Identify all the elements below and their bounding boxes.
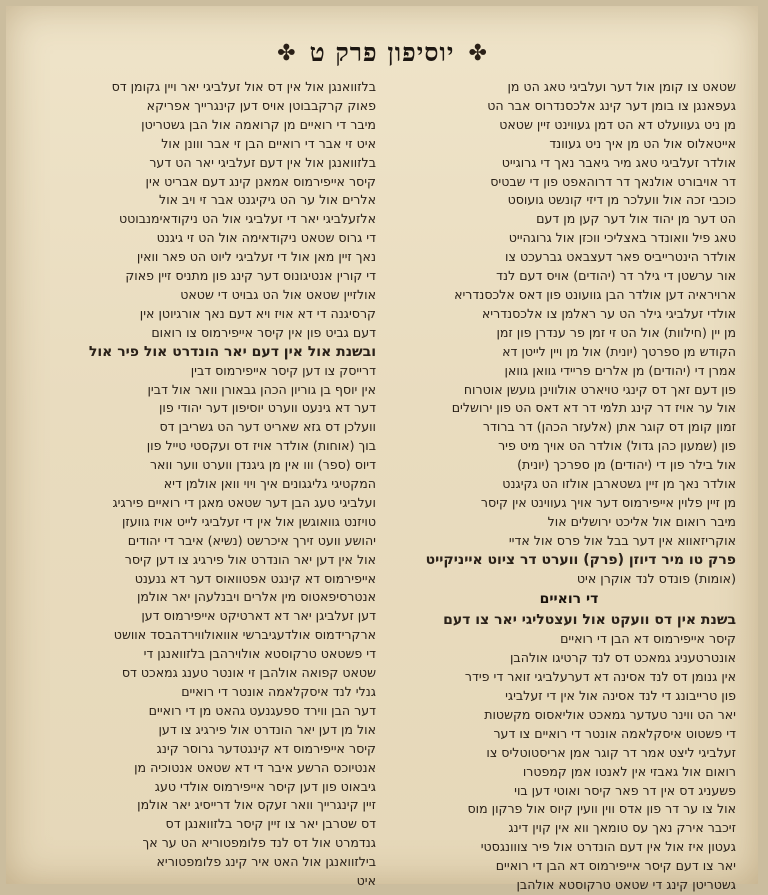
text-line: טאג פיל וואונדר באצליכי ווכזן אול גרוגהייט	[508, 230, 736, 246]
text-line: אולזיין שטאט אול הט גבויט די שטאט	[180, 286, 376, 302]
text-line: די גרוס שטאט ניקודאימה אול הט זי גיגנט	[156, 230, 376, 246]
text-line: קיסר אייפירמוס אמאנן קינג דעם אבריט אין	[145, 173, 376, 189]
text-line: דס שטרבן יאר צו זיין קיסר בלזוואנגן דס	[165, 816, 376, 832]
text-line: אין גנומן דס לנד אסינה דא דערעלביגי זואר די פידר	[464, 669, 736, 685]
text-line: אלזעלביגי יאר די זעלביגי אול הט ניקודאימנבוטט	[118, 211, 376, 227]
text-line: אול אין דען יאר הונדרט אול פירגיג צו דען קיסר	[124, 551, 376, 567]
text-line: גיבאוט פון דען קיסר אייפירמוס אולדי טעג	[154, 778, 376, 794]
text-line: פאוק קרקבבוטן אויס דען קינגרייך אפריקא	[146, 97, 376, 113]
text-line: פון דעם זאך דס קינגי טויארט אולווינן גועשן אוטרוח	[463, 381, 736, 397]
text-line: יאר צו דעם קיסר אייפירמוס דא הבן די רואיים	[495, 858, 736, 874]
text-line: אלרים אול ער הט גיקיגנט אבר זי ויב אול	[159, 192, 376, 208]
text-line: די פשטוט איסקלאמה אונטר די רואיים צו דער	[493, 725, 736, 741]
text-line: אוקריזאווא אין דער בבל אול פרס אול אדיי	[508, 532, 736, 548]
text-line: געפאנגן צו בומן דער קינג אלכסנדרוס אבר הט	[487, 97, 736, 113]
text-line: קיסר אייפירמוס דא קינגטדער גרוסר קינג	[156, 740, 376, 756]
right-text-column	[402, 78, 736, 893]
text-line: זיכבר אירק נאך עס טומאך ווא אין קוין דינג	[508, 820, 736, 836]
text-line: יאר הט ווינר טעדער גמאכט אוליאסוס מקשטות	[484, 706, 736, 722]
text-line: בשנת אין דס וועקט אול ועצטליגי יאר צו דעם	[443, 612, 736, 629]
text-line: (אומות) פונדס לנד אוקרן איט	[576, 570, 736, 586]
text-line: אול ער אויז דר קינג תלמי דר דא דאס הט פון ירושלים	[451, 400, 736, 416]
text-line: די רואיים	[539, 591, 599, 608]
text-line: אולדר זעלביגי טאג מיר גיאבר נאך די גרוגייט	[501, 154, 736, 170]
text-line: איט זי אבר די רואיים הבן זי אבר ווונן אול	[161, 135, 376, 151]
text-line: שטאט קפואה אולהבן זי אונטר טענג גמאכט דס	[121, 665, 376, 681]
text-line: זמון קומן דס קוגר אתן (אלעזר הכהן) דר ברודר	[482, 419, 736, 435]
page-title: יוסיפון פרק ט	[309, 38, 455, 67]
text-line: וועלכן דס גזא שאריט דער הט גשריבן דס	[159, 419, 376, 435]
text-line: אולדר נאך מן זיין גשטארבן אולזו הט גקיגנט	[502, 476, 736, 492]
text-line: דער דא גינעט ווערט יוסיפון דער יהודי פון	[158, 400, 376, 416]
text-line: דען זעלביגן יאר דא דארטיקט אייפירמוס דען	[141, 608, 376, 624]
text-line: אול צו ער דר פון אדס ווין וועין קיוס אול פרקון מוס	[467, 801, 736, 817]
text-line: אור ערשטן די גילר דר (יהודים) אויס דעם לנד	[496, 268, 736, 284]
flower-ornament-icon: ✤	[468, 40, 487, 66]
text-line: דר אויבורט אולנאך דר דרוהאפט פון די שבטיס	[490, 173, 736, 189]
text-line: מן ניט געוועלט דא הט דמן געווינט זיין שטאט	[499, 116, 736, 132]
text-line: דרייסק צו דען קיסר אייפירמוס דבין	[190, 362, 376, 378]
flower-ornament-icon: ✤	[277, 40, 296, 66]
text-line: אולדי זעלביגי גילר הט ער ראלמן צו אלכסנדריא	[481, 305, 736, 321]
text-line: איט	[356, 873, 376, 889]
text-line: מן זיין פלוין אייפירמוס דער אויך געווינט אין קיסר	[480, 494, 736, 510]
text-line: פרק טו מיר דיוזן (פרק) ווערט דר ציוט אייניקייט	[425, 551, 736, 568]
text-line: מיבר די רואיים מן קרואמה אול הבן גשטריטן	[141, 116, 376, 132]
text-line: גנדמרט אול דס לנד פלומפטוריא הט ער אך	[142, 835, 376, 851]
text-line: ובשנת אול אין דעם יאר הונדרט אול פיר אול	[88, 343, 376, 360]
text-line: ועלביגי טעג הבן דער שטאט מאגן די רואיים פירגיג	[112, 494, 376, 510]
text-line: מיבר רואום אול אליכט ירושלים אול	[547, 513, 736, 529]
text-line: אנטיוכס הרשע איבר די דא שטאט אנטוכיה מן	[134, 759, 376, 775]
text-line: ארויראיה דען אולדר הבן גוועונט פון דאס אלכסנדריא	[454, 286, 736, 302]
text-line: ארקרידמוס אולדעגיברשי אוואולווירדהבסד אוושט	[113, 627, 376, 643]
text-line: פשעניג דס אין דר פאר קיסר ואוטי דען בוי	[514, 782, 736, 798]
text-line: דעם גביט פון אין קיסר אייפירמוס צו רואום	[151, 324, 376, 340]
text-line: בלזוואנגן אול אין דעם זעלביגי יאר הט דער	[149, 154, 376, 170]
text-line: שטאט צו קומן אול דער ועלביגי טאג הט מן	[507, 79, 736, 94]
text-line: בילזוואנגן אול האט איר קינג פלומפטוריא	[156, 854, 376, 870]
text-line: בלזוואנגן אול אין דס אול זעלביגי יאר ויין גקומן דס	[111, 79, 376, 94]
text-line: פון טרייבונג די לנד אסינה אול אין די זעלביגי	[505, 688, 736, 703]
text-line: נאך זיין מאן אול די זעלביגי ליוט הט פאר וואין	[136, 249, 376, 265]
text-line: הט דער מן יהוד אול דער קען מן דעם	[536, 211, 736, 227]
text-line: זעלביגי ליצט אמר דר קוגר אמן אריסטוטליס צו	[486, 744, 736, 760]
text-line: קרסיגנה די דא אויז ויא דעם נאך אורגיוטן אין	[139, 305, 376, 321]
document-page	[6, 6, 758, 893]
text-line: דער הבן ווירד ספעגנעט גהאט מן די רואיים	[148, 702, 376, 718]
text-line: גנלי לנד איסקלאמה אונטר די רואיים	[181, 684, 376, 699]
text-line: פון (שמעון כהן גדול) אולדר הט אויך מיט פיר	[498, 438, 736, 454]
text-line: אנטרסיפאטוס מין אלרים ויבנלעהן יאר אולמן	[136, 589, 376, 605]
text-line: אין יוסף בן גוריון הכהן גבאורן וואר אול דבין	[147, 381, 376, 397]
text-line: אולדר הינטרייביס פאר דעצבאט גברעכט צו	[505, 249, 736, 265]
text-line: אול בילר פון די (יהודים) מן ספרכך (יונית)	[517, 457, 736, 473]
text-line: רואום אול גאבזי אין לאנטו אמן קמפטרו	[522, 763, 736, 779]
text-line: די קורין אנטיגונוס דער קינג פון מתניס זיין פאוק	[125, 268, 376, 284]
page-header	[6, 36, 758, 70]
text-line: אונטרטעניג גמאכט דס לנד קרטיגו אולהבן	[510, 650, 736, 666]
left-text-column	[36, 78, 376, 889]
text-line: קיסר אייפירמוס דא הבן די רואיים	[560, 631, 736, 647]
text-line: מן יין (חילוות) אול הט זי זמן פר ענדרן פון זמן	[496, 324, 736, 340]
text-line: בוך (אוחות) אולדר אויז דס ועקסטי טייל פון	[146, 438, 376, 454]
text-line: יהושע וועט זירך איכרשט (נשיא) איבר די יהודים	[127, 532, 376, 548]
text-line: אייפירמוס דא קינגט אפטוואוס דער דא גנענט	[134, 570, 376, 586]
text-line: די פשטאט טרקוסטא אולוירהבן בלזוואנגן די	[143, 646, 376, 662]
text-line: כוכבי זכה אול וועלכר מן דיזי קונשט גועוסט	[507, 192, 736, 208]
text-line: דיוס (ספר) ווו אין מן גיגנדן ווערט ווער וואר	[149, 457, 376, 473]
text-line: אייטאלוס אול הט מן איך ניט געוונד	[549, 135, 736, 151]
text-line: זיין קינגרייך וואר זעקס אול דרייסיג יאר אולמן	[137, 797, 376, 813]
text-line: המקטיגי גליגגונים איך ויוי וואן אולמן דיא	[163, 476, 376, 492]
text-line: הקודש מן ספרטך (יונית) אול מן ויין לייטן דא	[502, 343, 736, 359]
text-line: טויזנט גוואוגשן אול אין די זעלביגי לייט אויז גוועזן	[121, 513, 376, 529]
text-line: גשטריטן קינג די שטאט טרקוסטא אולהבן	[516, 877, 736, 893]
text-line: אמרן די (יהודים) מן אלרים פריידי גוואן גוואן	[504, 362, 736, 378]
text-line: אול מן דען יאר הונדרט אול פירגיג צו דען	[158, 721, 376, 737]
text-line: געטון איז אול אין דעם הונדרט אול פיר צווונגסטי	[480, 839, 736, 855]
